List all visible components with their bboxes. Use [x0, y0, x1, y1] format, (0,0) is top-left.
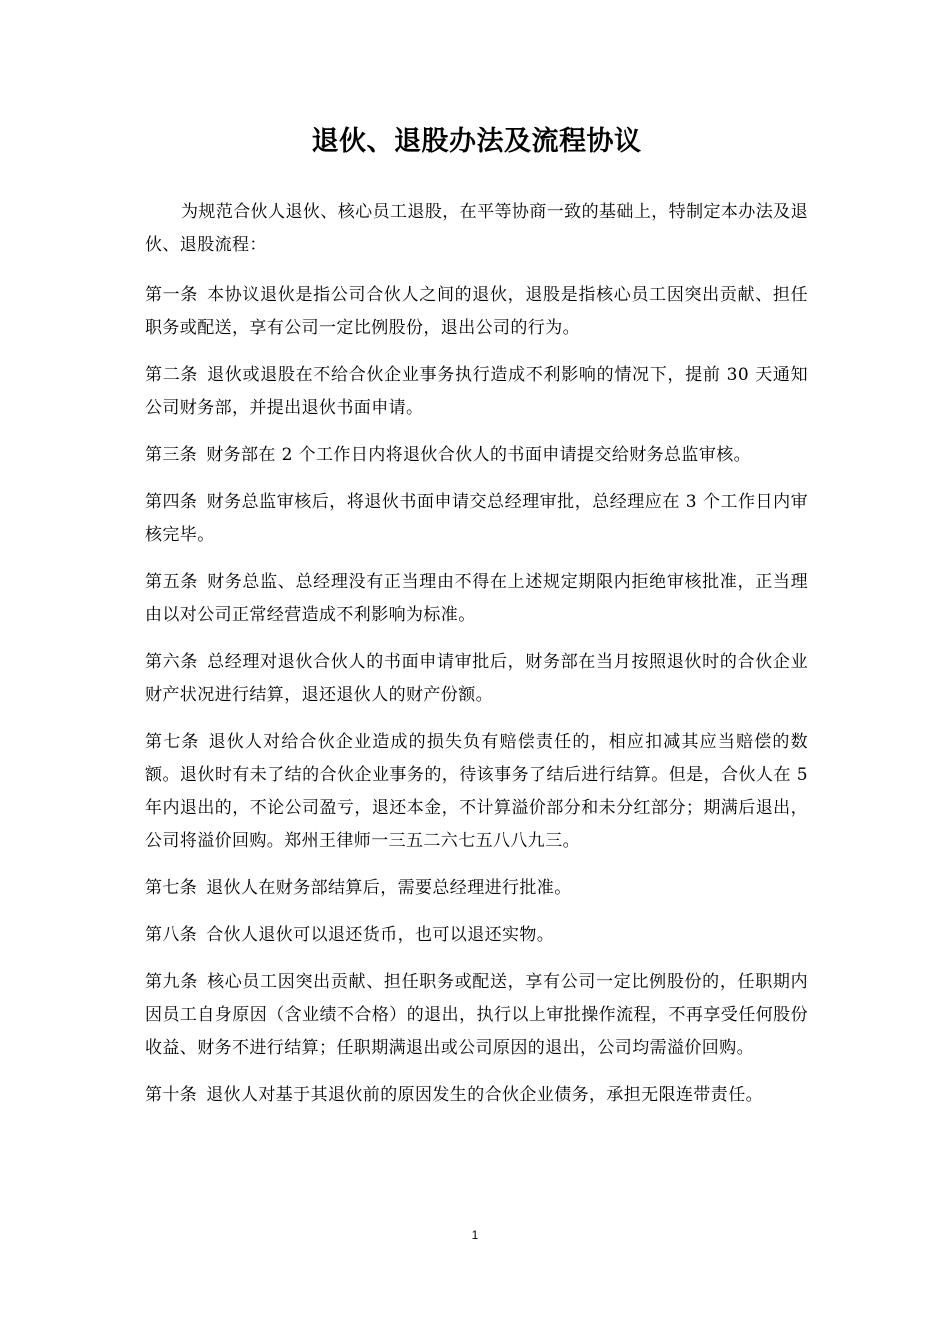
article-text: 本协议退伙是指公司合伙人之间的退伙，退股是指核心员工因突出贡献、担任职务或配送，享有公司一定比例股份，退出公司的行为。 — [145, 285, 808, 338]
article-4 — [145, 486, 808, 552]
article-text: 核心员工因突出贡献、担任职务或配送，享有公司一定比例股份的，任职期内因员工自身原因（含业绩不合格）的退出，执行以上审批操作流程，不再享受任何股份收益、财务不进行结算；任职期满退出或公司原因的退出，公司均需溢价回购。 — [145, 972, 808, 1058]
article-text: 退伙或退股在不给合伙企业事务执行造成不利影响的情况下，提前 30 天通知公司财务部，并提出退伙书面申请。 — [145, 365, 809, 418]
article-9 — [145, 966, 808, 1065]
article-text: 合伙人退伙可以退还货币，也可以退还实物。 — [206, 925, 555, 945]
article-7b — [145, 872, 808, 905]
article-number: 第五条 — [145, 572, 199, 592]
article-5 — [145, 566, 808, 632]
article-2 — [145, 359, 808, 425]
article-1 — [145, 279, 808, 345]
article-number: 第二条 — [145, 365, 199, 385]
article-6 — [145, 646, 808, 712]
document-page — [145, 0, 808, 1112]
article-number: 第八条 — [145, 925, 198, 945]
article-text: 财务总监、总经理没有正当理由不得在上述规定期限内拒绝审核批准，正当理由以对公司正常经营造成不利影响为标准。 — [145, 572, 808, 625]
article-number: 第十条 — [145, 1085, 198, 1105]
article-number: 第四条 — [145, 492, 198, 512]
article-text: 总经理对退伙合伙人的书面申请审批后，财务部在当月按照退伙时的合伙企业财产状况进行结算，退还退伙人的财产份额。 — [145, 652, 808, 705]
article-text: 退伙人在财务部结算后，需要总经理进行批准。 — [206, 878, 572, 898]
article-text: 财务总监审核后，将退伙书面申请交总经理审批，总经理应在 3 个工作日内审核完毕。 — [145, 492, 808, 545]
document-title: 退伙、退股办法及流程协议 — [311, 126, 642, 157]
article-number: 第六条 — [145, 652, 199, 672]
article-3 — [145, 439, 808, 472]
intro-paragraph: 为规范合伙人退伙、核心员工退股，在平等协商一致的基础上，特制定本办法及退伙、退股流程： — [145, 202, 808, 255]
article-text: 财务部在 2 个工作日内将退伙合伙人的书面申请提交给财务总监审核。 — [206, 445, 752, 465]
article-number: 第九条 — [145, 972, 199, 992]
page-number: 1 — [471, 1228, 479, 1242]
article-text: 退伙人对基于其退伙前的原因发生的合伙企业债务，承担无限连带责任。 — [206, 1085, 764, 1105]
article-7 — [145, 726, 808, 858]
article-number: 第七条 — [145, 878, 198, 898]
article-number: 第三条 — [145, 445, 198, 465]
article-number: 第七条 — [145, 732, 200, 752]
article-10 — [145, 1079, 808, 1112]
article-text: 退伙人对给合伙企业造成的损失负有赔偿责任的，相应扣减其应当赔偿的数额。退伙时有未了结的合伙企业事务的，待该事务了结后进行结算。但是，合伙人在 5 年内退出的，不论公司盈亏，退还本金，不计算溢价部分和未分红部分；期满后退出，公司将溢价回购。郑州王律师一三五二六七五八八九三。 — [145, 732, 809, 851]
article-number: 第一条 — [145, 285, 199, 305]
article-8 — [145, 919, 808, 952]
